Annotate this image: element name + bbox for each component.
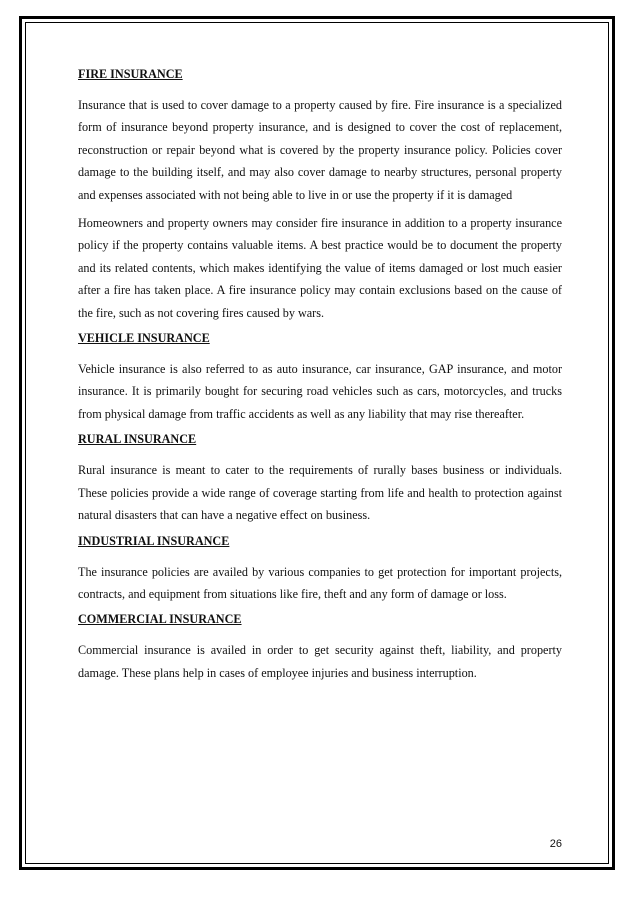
section-commercial-insurance <box>78 611 562 684</box>
section-heading: INDUSTRIAL INSURANCE <box>78 533 230 548</box>
section-rural-insurance <box>78 431 562 526</box>
section-heading: COMMERCIAL INSURANCE <box>78 612 242 627</box>
section-paragraph: Vehicle insurance is also referred to as auto insurance, car insurance, GAP insurance, and motor insurance. It is primarily bought for securing road vehicles such as cars, motorcycles, and trucks from physical damage from traffic accidents as well as any liability that may rise thereafter. <box>78 362 562 421</box>
section-heading: VEHICLE INSURANCE <box>78 331 210 346</box>
section-vehicle-insurance <box>78 330 562 425</box>
section-paragraph: The insurance policies are availed by various companies to get protection for important projects, contracts, and equipment from situations like fire, theft and any form of damage or loss. <box>78 564 562 601</box>
section-paragraph: Commercial insurance is availed in order to get security against theft, liability, and property damage. These plans help in cases of employee injuries and business interruption. <box>78 643 562 680</box>
page-content <box>78 66 562 690</box>
section-paragraph: Homeowners and property owners may consider fire insurance in addition to a property insurance policy if the property contains valuable items. A best practice would be to document the property and its related contents, which makes identifying the value of items damaged or lost much easier after a fire has taken place. A fire insurance policy may contain exclusions based on the cause of the fire, such as not covering fires caused by wars. <box>78 216 562 320</box>
section-paragraph: Insurance that is used to cover damage to a property caused by fire. Fire insurance is a specialized form of insurance beyond property insurance, and is designed to cover the cost of replacement, reconstruction or repair beyond what is covered by the property insurance policy. Policies cover damage to the building itself, and may also cover damage to nearby structures, personal property and expenses associated with not being able to live in or use the property if it is damaged <box>78 98 562 202</box>
section-paragraph: Rural insurance is meant to cater to the requirements of rurally bases business or individuals. These policies provide a wide range of coverage starting from life and health to protection against natural disasters that can have a negative effect on business. <box>78 463 562 523</box>
section-fire-insurance <box>78 66 562 324</box>
page-number: 26 <box>549 838 562 850</box>
section-heading: FIRE INSURANCE <box>78 67 183 81</box>
section-industrial-insurance <box>78 533 562 606</box>
section-heading: RURAL INSURANCE <box>78 432 197 447</box>
